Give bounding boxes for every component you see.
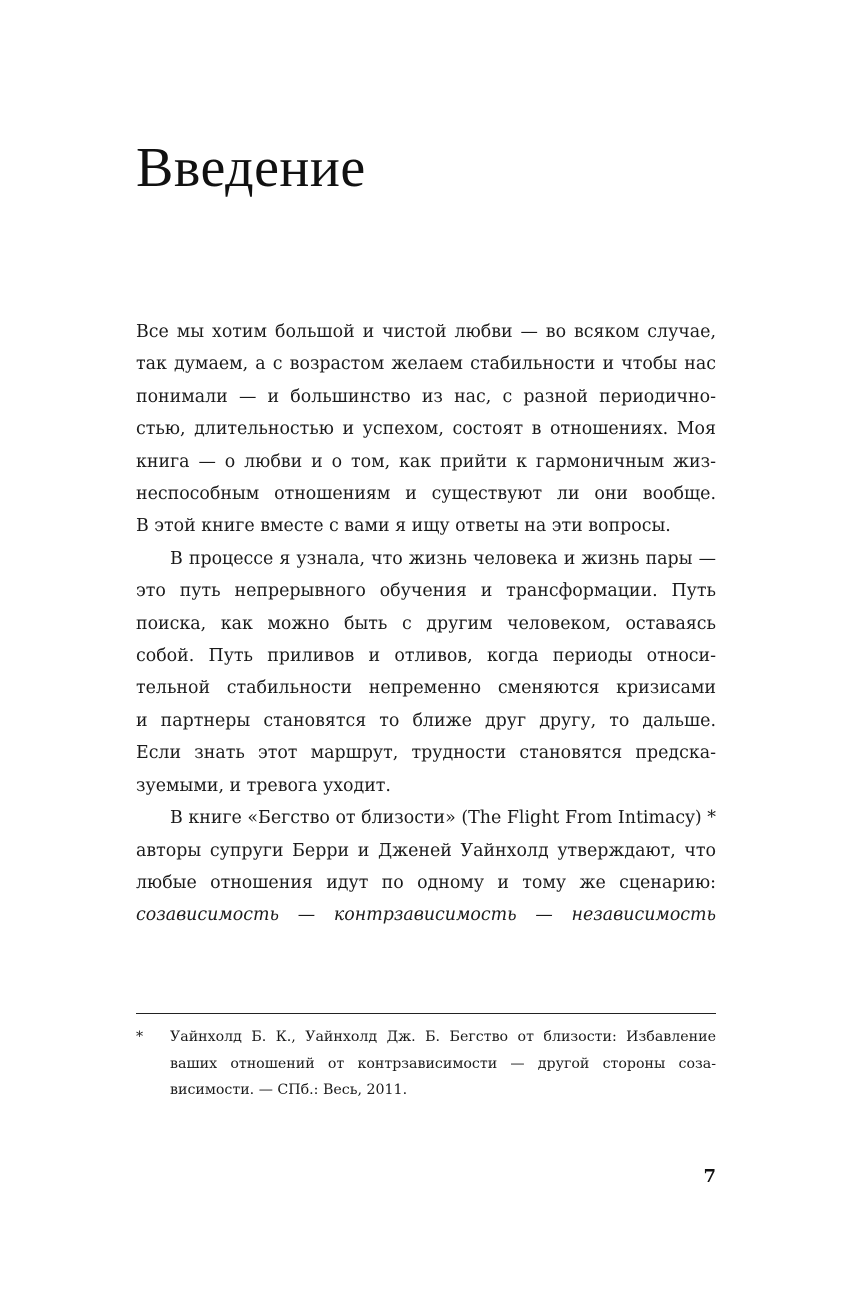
text-line: стью, длительностью и успехом, состоят в отношениях. Моя bbox=[136, 419, 716, 440]
chapter-title: Введение bbox=[136, 137, 366, 199]
footnote bbox=[136, 1024, 716, 1104]
text-line: поиска, как можно быть с другим человеком, оставаясь bbox=[136, 613, 716, 634]
text-line: В этой книге вместе с вами я ищу ответы на эти вопросы. bbox=[136, 516, 671, 537]
text-line: зуемыми, и тревога уходит. bbox=[136, 775, 391, 796]
text-line: Если знать этот маршрут, трудности становятся предска- bbox=[136, 743, 716, 764]
text-line: книга — о любви и о том, как прийти к гармоничным жиз- bbox=[136, 451, 716, 472]
paragraph-2 bbox=[136, 543, 716, 802]
paragraph-1 bbox=[136, 316, 716, 543]
body-text bbox=[136, 316, 716, 932]
footnote-line: ваших отношений от контрзависимости — другой стороны соза- bbox=[170, 1055, 716, 1072]
text-line: В процессе я узнала, что жизнь человека и жизнь пары — bbox=[170, 548, 716, 569]
text-line: В книге «Бегство от близости» (The Flight From Intimacy) * bbox=[170, 808, 716, 829]
text-line: и партнеры становятся то ближе друг другу, то дальше. bbox=[136, 710, 716, 731]
text-line: понимали — и большинство из нас, с разной периодично- bbox=[136, 386, 716, 407]
text-line: авторы супруги Берри и Дженей Уайнхолд утверждают, что bbox=[136, 840, 716, 861]
footnote-line: Уайнхолд Б. К., Уайнхолд Дж. Б. Бегство от близости: Избавление bbox=[170, 1029, 716, 1045]
footnote-marker: * bbox=[136, 1029, 144, 1045]
footnote-divider bbox=[136, 1013, 716, 1014]
text-line: неспособным отношениям и существуют ли они вообще. bbox=[136, 484, 716, 505]
footnote-line: висимости. — СПб.: Весь, 2011. bbox=[170, 1082, 408, 1098]
footnote-text bbox=[170, 1024, 716, 1104]
text-line: тельной стабильности непременно сменяются кризисами bbox=[136, 678, 716, 699]
text-line: собой. Путь приливов и отливов, когда периоды относи- bbox=[136, 646, 716, 667]
page-number: 7 bbox=[703, 1166, 716, 1187]
text-line-italic: созависимость — контрзависимость — независимость bbox=[136, 905, 716, 926]
paragraph-3 bbox=[136, 802, 716, 932]
text-line: Все мы хотим большой и чистой любви — во всяком случае, bbox=[136, 322, 716, 342]
text-line: любые отношения идут по одному и тому же сценарию: bbox=[136, 872, 716, 893]
text-line: так думаем, а с возрастом желаем стабильности и чтобы нас bbox=[136, 354, 716, 375]
text-line: это путь непрерывного обучения и трансформации. Путь bbox=[136, 581, 716, 602]
